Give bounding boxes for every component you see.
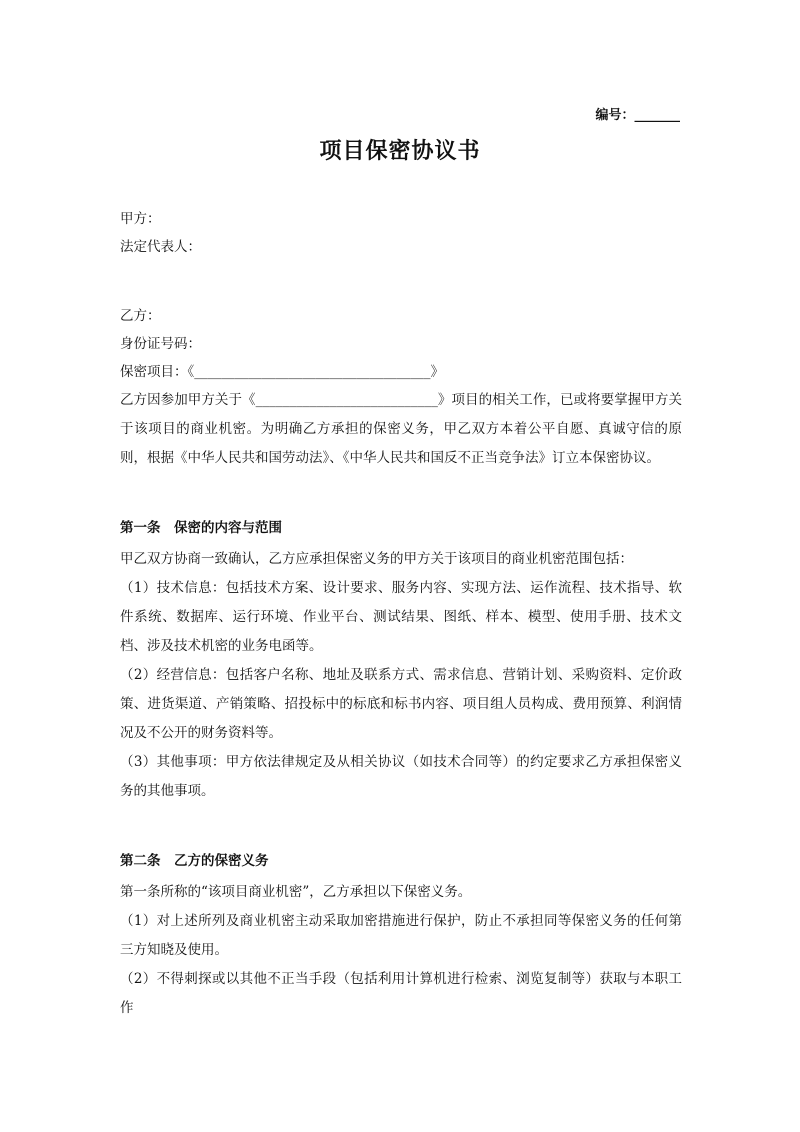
article-2-item-1: （1）对上述所列及商业机密主动采取加密措施进行保护，防止不承担同等保密义务的任何第三方知晓及使用。 [120, 913, 682, 958]
document-number: 编号：_______ [595, 108, 680, 123]
article-1-lead: 甲乙双方协商一致确认，乙方应承担保密义务的甲方关于该项目的商业机密范围包括： [120, 551, 633, 567]
article-1-heading: 第一条 保密的内容与范围 [120, 520, 282, 536]
party-b-field: 乙方： [120, 308, 161, 324]
article-2-lead: 第一条所称的“该项目商业机密”，乙方承担以下保密义务。 [120, 884, 472, 900]
project-field: 保密项目：《___________________________________》 [120, 364, 444, 380]
id-number-field: 身份证号码： [120, 336, 201, 352]
party-a-field: 甲方： [120, 211, 161, 227]
intro-paragraph: 乙方因参加甲方关于《___________________________》项目的相关工作，已或将要掌握甲方关于该项目的商业机密。为明确乙方承担的保密义务，甲乙双方本着公平自愿、真诚守信的原则，根据《中华人民共和国劳动法》、《中华人民共和国反不正当竞争法》订立本保密协议。 [120, 392, 682, 466]
page-title: 项目保密协议书 [319, 138, 481, 164]
legal-representative-field: 法定代表人： [120, 239, 201, 255]
article-1-item-3: （3）其他事项：甲方依法律规定及从相关协议（如技术合同等）的约定要求乙方承担保密义务的其他事项。 [120, 754, 682, 799]
article-2-heading: 第二条 乙方的保密义务 [120, 853, 269, 869]
article-2-item-2: （2）不得刺探或以其他不正当手段（包括利用计算机进行检索、浏览复制等）获取与本职工作 [120, 971, 682, 1016]
document-body [120, 205, 682, 1023]
article-1-item-1: （1）技术信息：包括技术方案、设计要求、服务内容、实现方法、运作流程、技术指导、软件系统、数据库、运行环境、作业平台、测试结果、图纸、样本、模型、使用手册、技术文档、涉及技术机密的业务电函等。 [120, 580, 682, 654]
article-1-item-2: （2）经营信息：包括客户名称、地址及联系方式、需求信息、营销计划、采购资料、定价政策、进货渠道、产销策略、招投标中的标底和标书内容、项目组人员构成、费用预算、利润情况及不公开的财务资料等。 [120, 667, 682, 741]
